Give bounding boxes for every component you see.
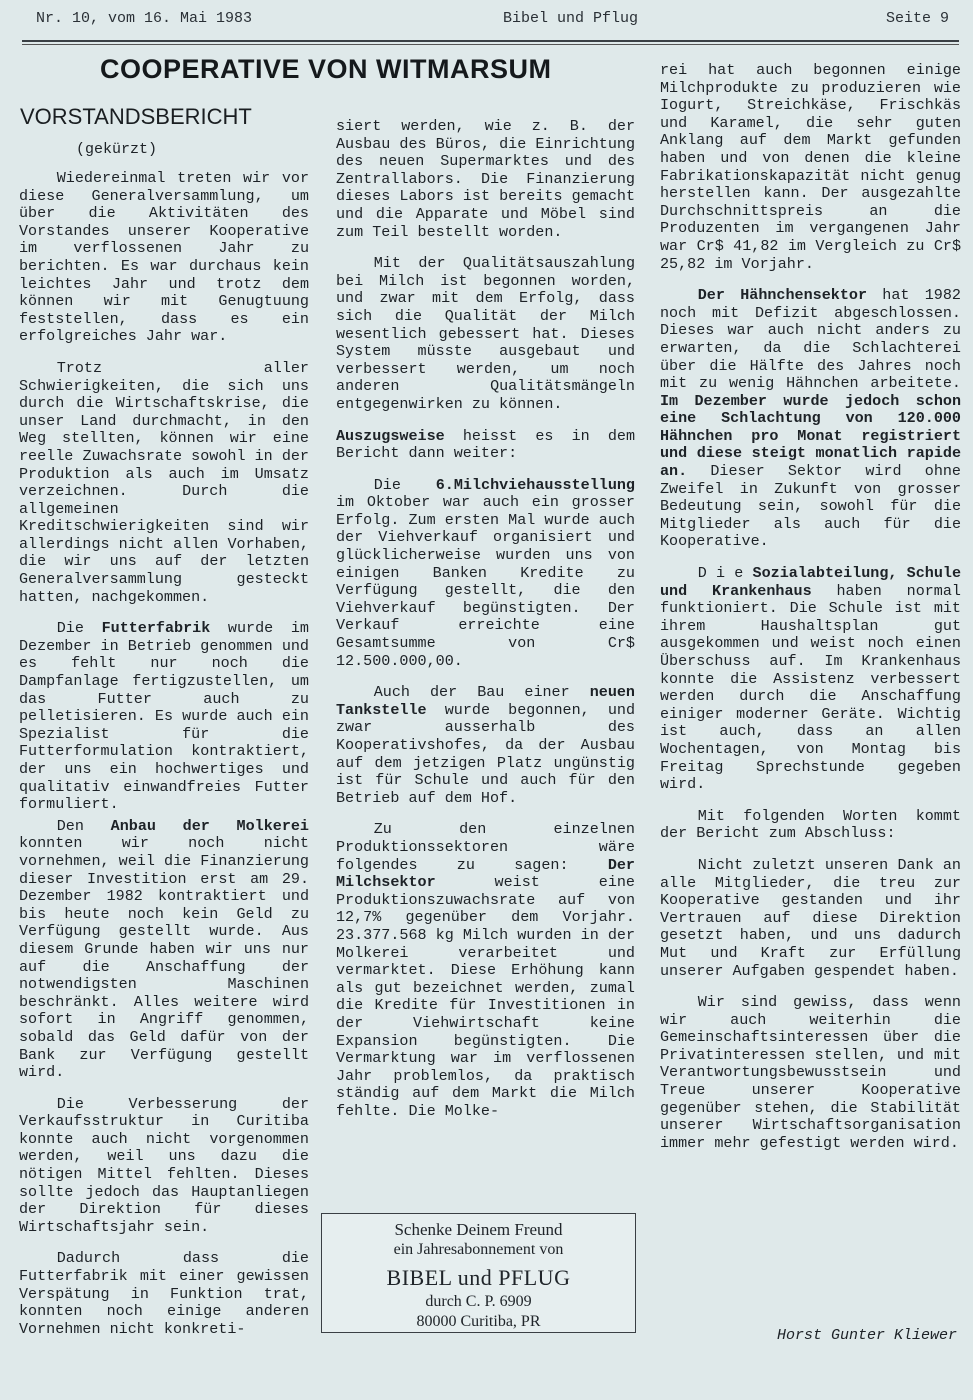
text: wurde begonnen, und zwar ausserhalb des Kooperativshofes, da der Ausbau auf dem jetzigen Platz ungünstig ist für Schule und auch für den Betrieb auf dem Hof. [336,700,635,807]
header-rule-thin [22,44,959,45]
text: konnten wir noch nicht vornehmen, weil die Finanzierung dieser Investition erst am 29. Dezember 1982 kontraktiert und bis heute noch kein Geld zu Verfügung gestellt wurde. Aus diesem Grunde haben wir uns nur auf die Anschaffung der notwendigsten Maschinen beschränkt. Alles weitere wird sofort in Angriff genommen, sobald das Geld dafür von der Bank zur Verfügung gestellt wird. [19,834,309,1082]
text: Die [373,475,436,494]
ad-title: BIBEL und PFLUG [386,1265,571,1290]
author-signature: Horst Gunter Kliewer [776,1327,957,1344]
text: Auch der Bau einer [373,683,590,702]
bold-term: Im Dezember wurde jedoch schon eine Schlachtung von 120.000 Hähnchen pro Monat registriert und diese steigt monatlich rapide an. [660,391,961,481]
paragraph: Wir sind gewiss, dass wenn wir auch weiterhin die Gemeinschaftsinteressen über die Privatinteressen stellen, und mit Verantwortungsbewusstsein und Treue unserer Kooperative gegenüber stehen, die Stabilität unserer Wirtschaftsorganisation immer mehr gefestigt werden wird. [660,993,961,1152]
text: Dieser Sektor wird ohne Zweifel in Zukunft von grosser Bedeutung sein, sowohl für die Mitglieder als auch für die Kooperative. [660,462,961,551]
text: Zu den einzelnen Produktionssektoren wäre folgendes zu sagen: [336,820,635,874]
bold-term: Futterfabrik [101,619,211,638]
ad-line: 80000 Curitiba, PR [416,1313,541,1330]
bold-term: Auszugsweise [336,426,445,445]
paragraph: Nicht zuletzt unseren Dank an alle Mitglieder, die treu zur Kooperative gestanden und ihr Vertrauen auf diese Direktion gesetzt haben, und uns dadurch Mut und Kraft zur Erfüllung unserer Aufgaben gespendet haben. [660,855,961,980]
article-title: COOPERATIVE VON WITMARSUM [100,54,552,84]
bold-term: Anbau der Molkerei [110,816,309,835]
text: haben normal funktioniert. Die Schule ist mit ihrem Haushaltsplan gut ausgekommen und weist noch einen Überschuss auf. Im Krankenhaus konnte die Assistenz verbessert werden durch die Anschaffung einiger moderner Geräte. Wichtig ist auch, dass an allen Wochentagen, von Montag bis Freitag Sprechstunde gegeben wird. [660,581,961,794]
paragraph: Mit der Qualitätsauszahlung bei Milch ist begonnen worden, und zwar mit dem Erfolg, dass sich die Qualität der Milch wesentlich gebessert hat. Dieses System müsste ausgebaut und verbessert werden, um noch anderen Qualitätsmängeln entgegenwirken zu können. [336,254,635,413]
bold-term: Der Milchsektor [336,855,635,892]
text: D i e [697,564,753,583]
column-2 [336,118,635,1134]
text: im Oktober war auch ein grosser Erfolg. Zum ersten Mal wurde auch der Viehverkauf organisiert und glücklicherweise wurden uns von einigen Banken Kredite zu Verfügung gestellt, die den Viehverkauf begünstigten. Der Verkauf erreichte eine Gesamtsumme von Cr$ 12.500.000,00. [336,493,635,670]
text: hat 1982 noch mit Defizit abgeschlossen. Dieses war auch nicht anders zu erwarten, da die Schlachterei über die Hälfte des Jahres noch mit zu wenig Hähnchen arbeitete. [660,286,961,393]
ad-line: Schenke Deinem Freund [394,1220,563,1239]
paragraph [660,565,961,794]
header-rule [22,40,959,42]
paragraph: Wiedereinmal treten wir vor diese Generalversammlung, um über die Aktivitäten des Vorstandes unserer Kooperative im verflossenen Jahr zu berichten. Es war durchaus kein leichtes Jahr und trotz dem können wir mit Genugtuung feststellen, dass es ein erfolgreiches Jahr war. [19,169,309,346]
text: heisst es in dem Bericht dann weiter: [336,426,635,463]
text: weist eine Produktionszuwachsrate auf von 12,7% gegenüber dem Vorjahr. 23.377.568 kg Milch wurden in der Molkerei verarbeitet und vermarktet. Diese Erhöhung kann als gut bezeichnet werden, zumal die Kredite für Investitionen in der Viehwirtschaft keine Expansion begünstigten. Die Vermarktung war im verflossenen Jahr problemlos, da praktisch ständig auf dem Markt die Milch fehlte. Die Molke- [336,873,635,1120]
article-subtitle: VORSTANDSBERICHT [20,104,252,129]
paragraph: Trotz aller Schwierigkeiten, die sich uns durch die Wirtschaftskrise, die unser Land durchmacht, in den Weg stellten, können wir eine reelle Zuwachsrate sowohl in der Produktion als auch im Umsatz verzeichnen. Durch die allgemeinen Kreditschwierigkeiten sind wir allerdings nicht allen Vorhaben, die wir uns auf der letzten Generalversammlung gesteckt hatten, nachgekommen. [19,358,309,606]
text: Den [56,816,111,835]
bold-term: neuen Tankstelle [336,683,635,719]
paragraph: siert werden, wie z. B. der Ausbau des Büros, die Einrichtung des neuen Supermarktes und des Zentrallabors. Die Finanzierung dieses Labors ist bereits gemacht und die Apparate und Möbel sind zum Teil bestellt worden. [336,117,635,241]
paragraph: Dadurch dass die Futterfabrik mit einer gewissen Verspätung in Funktion trat, konnten noch einige anderen Vornehmen nicht konkreti- [19,1249,309,1338]
text: wurde im Dezember in Betrieb genommen und es fehlt nur noch die Dampfanlage fertigzustellen, um das Futter auch zu pelletisieren. Es wurde auch ein Spezialist für die Futterformulation kontraktiert, der uns ein hochwertiges und qualitativ einwandfreies Futter formuliert. [19,619,309,814]
publication-name: Bibel und Pflug [503,10,639,27]
column-3 [660,62,961,1166]
paragraph [19,620,309,814]
paragraph: Mit folgenden Worten kommt der Bericht zum Abschluss: [660,806,961,843]
paragraph: rei hat auch begonnen einige Milchprodukte zu produzieren wie Iogurt, Streichkäse, Frischkäs und Karamel, die sehr guten Anklang auf dem Markt gefunden haben und von denen die kleine Fabrikationskapazität nicht genug herstellen kann. Der ausgezahlte Durchschnittspreis an die Produzenten im vergangenen Jahr war Cr$ 41,82 im Vergleich zu Cr$ 25,82 im Vorjahr. [660,61,961,273]
ad-line: durch C. P. 6909 [425,1293,532,1310]
paragraph [336,477,635,671]
issue-info: Nr. 10, vom 16. Mai 1983 [36,10,253,27]
text: Die [56,619,102,638]
abridged-note: (gekürzt) [76,141,158,158]
subscription-ad [321,1213,636,1333]
column-1 [19,170,309,1352]
ad-line: ein Jahresabonnement von [393,1241,564,1258]
paragraph [336,428,635,463]
paragraph [336,821,635,1120]
paragraph: Die Verbesserung der Verkaufsstruktur in Curitiba konnte auch nicht vorgenommen werden, weil uns dazu die nötigen Mittel fehlten. Dieses sollte jedoch das Hauptanliegen der Direktion für dieses Wirtschaftsjahr sein. [19,1094,309,1236]
paragraph [336,684,635,807]
paragraph [19,818,309,1082]
paragraph [660,287,961,551]
bold-term: Der Hähnchensektor [697,286,868,305]
bold-term: 6.Milchviehausstellung [435,475,635,494]
bold-term: Sozialabteilung, Schule und Krankenhaus [660,564,961,600]
page-number: Seite 9 [885,10,949,27]
